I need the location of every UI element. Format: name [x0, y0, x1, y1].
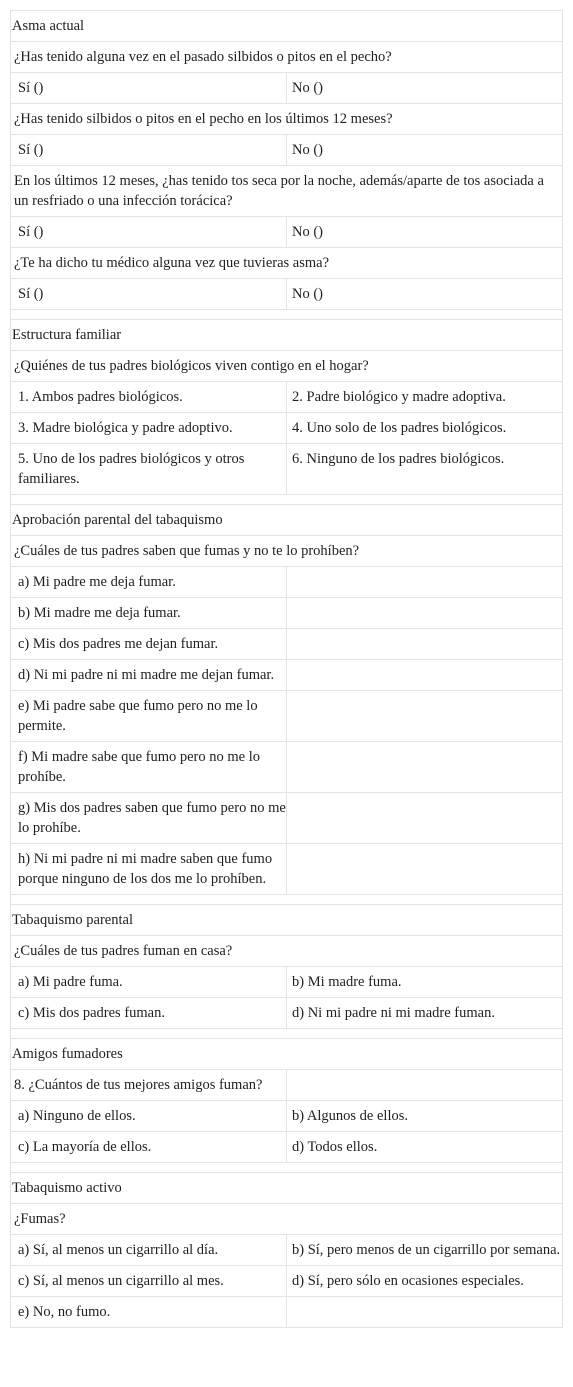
- answer-option[interactable]: b) Mi madre me deja fumar.: [11, 598, 287, 629]
- answer-option[interactable]: Sí (): [11, 73, 287, 104]
- empty-cell: [287, 844, 563, 895]
- answer-option[interactable]: g) Mis dos padres saben que fumo pero no me lo prohíbe.: [11, 793, 287, 844]
- option-row: [11, 444, 563, 495]
- section-title-row: [11, 320, 563, 351]
- answer-option[interactable]: 4. Uno solo de los padres biológicos.: [287, 413, 563, 444]
- empty-cell: [287, 629, 563, 660]
- empty-cell: [287, 691, 563, 742]
- section-title-row: [11, 1173, 563, 1204]
- answer-option[interactable]: 5. Uno de los padres biológicos y otros familiares.: [11, 444, 287, 495]
- section-title: Asma actual: [11, 11, 563, 42]
- question-row: [11, 936, 563, 967]
- option-row: [11, 135, 563, 166]
- answer-option[interactable]: 2. Padre biológico y madre adoptiva.: [287, 382, 563, 413]
- question-row: [11, 42, 563, 73]
- answer-option[interactable]: Sí (): [11, 217, 287, 248]
- spacer-cell: [11, 310, 563, 320]
- option-row: [11, 793, 563, 844]
- empty-cell: [287, 660, 563, 691]
- answer-option[interactable]: 3. Madre biológica y padre adoptivo.: [11, 413, 287, 444]
- option-row: [11, 742, 563, 793]
- option-row: [11, 1297, 563, 1328]
- answer-option[interactable]: d) Sí, pero sólo en ocasiones especiales.: [287, 1266, 563, 1297]
- option-row: [11, 567, 563, 598]
- option-row: [11, 1101, 563, 1132]
- answer-option[interactable]: f) Mi madre sabe que fumo pero no me lo prohíbe.: [11, 742, 287, 793]
- option-row: [11, 217, 563, 248]
- question-row: [11, 104, 563, 135]
- option-row: [11, 691, 563, 742]
- question-text: ¿Quiénes de tus padres biológicos viven contigo en el hogar?: [11, 351, 563, 382]
- spacer-cell: [11, 1163, 563, 1173]
- option-row: [11, 967, 563, 998]
- questionnaire-table: [10, 10, 563, 1328]
- answer-option[interactable]: No (): [287, 217, 563, 248]
- section-title: Tabaquismo activo: [11, 1173, 563, 1204]
- question-empty-cell: [287, 1070, 563, 1101]
- question-text: ¿Fumas?: [11, 1204, 563, 1235]
- answer-option[interactable]: a) Ninguno de ellos.: [11, 1101, 287, 1132]
- empty-cell: [287, 567, 563, 598]
- question-text: ¿Cuáles de tus padres fuman en casa?: [11, 936, 563, 967]
- answer-option[interactable]: No (): [287, 279, 563, 310]
- option-row: [11, 1132, 563, 1163]
- question-row: [11, 166, 563, 217]
- section-title-row: [11, 11, 563, 42]
- section-spacer: [11, 1163, 563, 1173]
- empty-cell: [287, 598, 563, 629]
- question-text: En los últimos 12 meses, ¿has tenido tos seca por la noche, además/aparte de tos asociada a un resfriado o una infección torácica?: [11, 166, 563, 217]
- questionnaire: [10, 10, 563, 1328]
- answer-option[interactable]: b) Algunos de ellos.: [287, 1101, 563, 1132]
- option-row: [11, 660, 563, 691]
- answer-option[interactable]: a) Mi padre me deja fumar.: [11, 567, 287, 598]
- answer-option[interactable]: 1. Ambos padres biológicos.: [11, 382, 287, 413]
- option-row: [11, 998, 563, 1029]
- question-row: [11, 1204, 563, 1235]
- answer-option[interactable]: c) Mis dos padres me dejan fumar.: [11, 629, 287, 660]
- answer-option[interactable]: c) Mis dos padres fuman.: [11, 998, 287, 1029]
- answer-option[interactable]: e) No, no fumo.: [11, 1297, 287, 1328]
- section-title-row: [11, 505, 563, 536]
- spacer-cell: [11, 1029, 563, 1039]
- question-text: ¿Has tenido alguna vez en el pasado silbidos o pitos en el pecho?: [11, 42, 563, 73]
- section-spacer: [11, 495, 563, 505]
- answer-option[interactable]: h) Ni mi padre ni mi madre saben que fumo porque ninguno de los dos me lo prohíben.: [11, 844, 287, 895]
- section-title-row: [11, 1039, 563, 1070]
- section-spacer: [11, 1029, 563, 1039]
- answer-option[interactable]: Sí (): [11, 135, 287, 166]
- question-text: 8. ¿Cuántos de tus mejores amigos fuman?: [11, 1070, 287, 1101]
- section-title: Tabaquismo parental: [11, 905, 563, 936]
- question-row: [11, 1070, 563, 1101]
- question-row: [11, 351, 563, 382]
- answer-option[interactable]: c) Sí, al menos un cigarrillo al mes.: [11, 1266, 287, 1297]
- section-spacer: [11, 895, 563, 905]
- empty-cell: [287, 742, 563, 793]
- option-row: [11, 1235, 563, 1266]
- option-row: [11, 1266, 563, 1297]
- answer-option[interactable]: c) La mayoría de ellos.: [11, 1132, 287, 1163]
- option-row: [11, 598, 563, 629]
- option-row: [11, 73, 563, 104]
- answer-option[interactable]: d) Todos ellos.: [287, 1132, 563, 1163]
- answer-option[interactable]: No (): [287, 73, 563, 104]
- answer-option[interactable]: b) Mi madre fuma.: [287, 967, 563, 998]
- answer-option[interactable]: a) Sí, al menos un cigarrillo al día.: [11, 1235, 287, 1266]
- answer-option[interactable]: e) Mi padre sabe que fumo pero no me lo permite.: [11, 691, 287, 742]
- section-title: Estructura familiar: [11, 320, 563, 351]
- option-row: [11, 844, 563, 895]
- answer-option[interactable]: d) Ni mi padre ni mi madre fuman.: [287, 998, 563, 1029]
- spacer-cell: [11, 495, 563, 505]
- section-title: Amigos fumadores: [11, 1039, 563, 1070]
- question-text: ¿Te ha dicho tu médico alguna vez que tuvieras asma?: [11, 248, 563, 279]
- empty-cell: [287, 793, 563, 844]
- answer-option[interactable]: Sí (): [11, 279, 287, 310]
- question-row: [11, 248, 563, 279]
- answer-option[interactable]: No (): [287, 135, 563, 166]
- answer-option[interactable]: d) Ni mi padre ni mi madre me dejan fumar.: [11, 660, 287, 691]
- question-text: ¿Cuáles de tus padres saben que fumas y no te lo prohíben?: [11, 536, 563, 567]
- answer-option[interactable]: b) Sí, pero menos de un cigarrillo por semana.: [287, 1235, 563, 1266]
- question-text: ¿Has tenido silbidos o pitos en el pecho en los últimos 12 meses?: [11, 104, 563, 135]
- section-spacer: [11, 310, 563, 320]
- option-row: [11, 413, 563, 444]
- question-row: [11, 536, 563, 567]
- answer-option[interactable]: a) Mi padre fuma.: [11, 967, 287, 998]
- answer-option[interactable]: 6. Ninguno de los padres biológicos.: [287, 444, 563, 495]
- section-title-row: [11, 905, 563, 936]
- section-title: Aprobación parental del tabaquismo: [11, 505, 563, 536]
- option-row: [11, 382, 563, 413]
- option-row: [11, 279, 563, 310]
- spacer-cell: [11, 895, 563, 905]
- empty-cell: [287, 1297, 563, 1328]
- option-row: [11, 629, 563, 660]
